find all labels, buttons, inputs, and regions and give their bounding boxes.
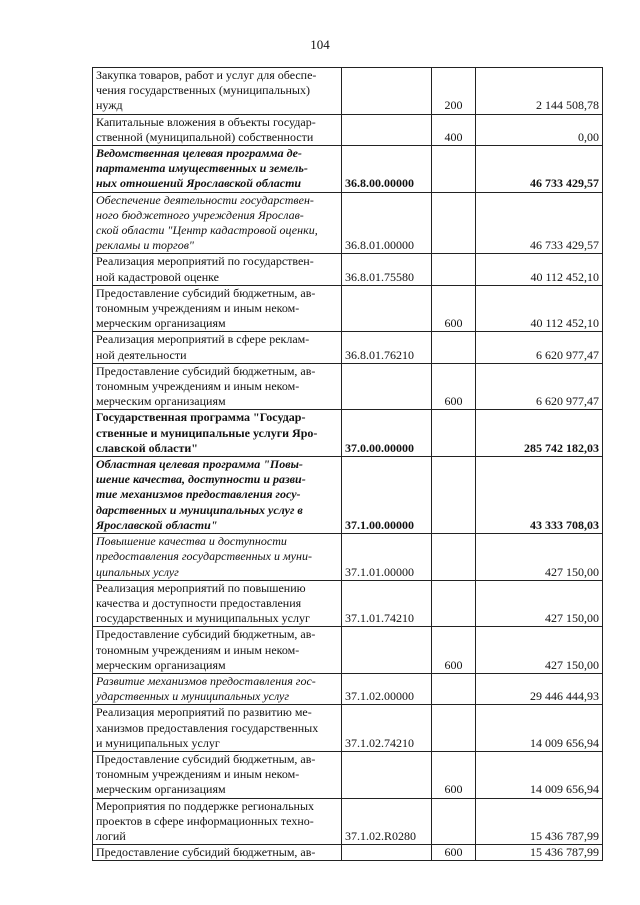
expense-type-code: 200 [432, 68, 476, 115]
program-code: 36.8.01.00000 [342, 192, 432, 254]
row-description [93, 673, 342, 704]
expense-type-code [432, 192, 476, 254]
amount: 285 742 182,03 [476, 410, 603, 457]
program-code: 36.8.01.76210 [342, 332, 432, 363]
expense-type-code [432, 332, 476, 363]
amount: 2 144 508,78 [476, 68, 603, 115]
program-code: 37.1.01.74210 [342, 580, 432, 627]
amount: 6 620 977,47 [476, 332, 603, 363]
amount: 6 620 977,47 [476, 363, 603, 410]
description-line: Обеспечение деятельности государствен- [96, 192, 314, 207]
row-description [93, 534, 342, 581]
row-description [93, 114, 342, 145]
description-line: Областная целевая программа "Повы- [96, 457, 303, 472]
amount: 0,00 [476, 114, 603, 145]
description-line: Повышение качества и доступности [96, 534, 287, 549]
description-line: мерческим организациям [96, 657, 226, 672]
description-line: тономным учреждениям и иным неком- [96, 767, 300, 782]
description-line: Мероприятия по поддержке региональных [96, 798, 315, 813]
row-description [93, 285, 342, 332]
description-line: Закупка товаров, работ и услуг для обеспе- [96, 68, 317, 82]
table-row [93, 798, 603, 845]
program-code [342, 285, 432, 332]
table-row [93, 410, 603, 457]
row-description [93, 751, 342, 798]
table-row [93, 363, 603, 410]
expense-type-code [432, 254, 476, 285]
expense-type-code [432, 705, 476, 752]
table-row [93, 146, 603, 193]
expense-type-code [432, 146, 476, 193]
description-line: ной деятельности [96, 347, 187, 362]
amount: 46 733 429,57 [476, 192, 603, 254]
description-line: ханизмов предоставления государственных [96, 720, 319, 735]
expense-type-code [432, 534, 476, 581]
table-row [93, 705, 603, 752]
program-code: 37.1.00.00000 [342, 457, 432, 534]
row-description [93, 798, 342, 845]
amount: 427 150,00 [476, 534, 603, 581]
amount: 14 009 656,94 [476, 705, 603, 752]
budget-table [92, 67, 603, 861]
program-code [342, 114, 432, 145]
table-row [93, 332, 603, 363]
description-line: Предоставление субсидий бюджетным, ав- [96, 751, 316, 766]
program-code [342, 68, 432, 115]
row-description [93, 627, 342, 674]
description-line: проектов в сфере информационных техно- [96, 813, 314, 828]
description-line: рекламы и торгов" [96, 238, 194, 253]
table-row [93, 285, 603, 332]
table-row [93, 751, 603, 798]
description-line: Реализация мероприятий по государствен- [96, 254, 314, 269]
expense-type-code [432, 580, 476, 627]
expense-type-code [432, 673, 476, 704]
description-line: тономным учреждениям и иным неком- [96, 642, 300, 657]
table-row [93, 534, 603, 581]
expense-type-code: 600 [432, 751, 476, 798]
row-description [93, 254, 342, 285]
description-line: ственные и муниципальные услуги Яро- [96, 425, 318, 440]
expense-type-code: 600 [432, 845, 476, 861]
description-line: дарственных и муниципальных услуг в [96, 502, 303, 517]
description-line: Развитие механизмов предоставления гос- [96, 673, 316, 688]
budget-table-body [93, 68, 603, 861]
description-line: чения государственных (муниципальных) [96, 83, 310, 98]
expense-type-code: 600 [432, 627, 476, 674]
row-description [93, 332, 342, 363]
table-row [93, 68, 603, 115]
table-row [93, 192, 603, 254]
table-row [93, 673, 603, 704]
description-line: Предоставление субсидий бюджетным, ав- [96, 845, 316, 860]
description-line: и муниципальных услуг [96, 735, 220, 750]
description-line: Реализация мероприятий по развитию ме- [96, 705, 312, 720]
expense-type-code: 600 [432, 363, 476, 410]
program-code [342, 363, 432, 410]
description-line: нужд [96, 98, 123, 113]
program-code [342, 627, 432, 674]
description-line: партамента имущественных и земель- [96, 161, 308, 176]
page-number: 104 [310, 37, 330, 52]
description-line: Реализация мероприятий по повышению [96, 580, 306, 595]
table-row [93, 580, 603, 627]
row-description [93, 580, 342, 627]
row-description [93, 410, 342, 457]
description-line: тономным учреждениям и иным неком- [96, 301, 300, 316]
description-line: мерческим организациям [96, 316, 226, 331]
program-code [342, 845, 432, 861]
description-line: Реализация мероприятий в сфере реклам- [96, 332, 310, 347]
description-line: Предоставление субсидий бюджетным, ав- [96, 627, 316, 642]
program-code: 37.1.02.74210 [342, 705, 432, 752]
expense-type-code [432, 798, 476, 845]
description-line: качества и доступности предоставления [96, 595, 302, 610]
table-row [93, 627, 603, 674]
program-code: 36.8.00.00000 [342, 146, 432, 193]
amount: 15 436 787,99 [476, 798, 603, 845]
amount: 43 333 708,03 [476, 457, 603, 534]
description-line: тие механизмов предоставления госу- [96, 487, 301, 502]
description-line: ципальных услуг [96, 564, 179, 579]
description-line: логий [96, 828, 126, 843]
amount: 40 112 452,10 [476, 254, 603, 285]
amount: 15 436 787,99 [476, 845, 603, 861]
table-row [93, 457, 603, 534]
expense-type-code [432, 410, 476, 457]
row-description [93, 705, 342, 752]
description-line: ного бюджетного учреждения Ярослав- [96, 207, 304, 222]
amount: 427 150,00 [476, 580, 603, 627]
amount: 427 150,00 [476, 627, 603, 674]
program-code: 36.8.01.75580 [342, 254, 432, 285]
description-line: ударственных и муниципальных услуг [96, 689, 290, 704]
description-line: Предоставление субсидий бюджетным, ав- [96, 363, 316, 378]
table-row [93, 114, 603, 145]
description-line: ской области "Центр кадастровой оценки, [96, 223, 318, 238]
description-line: славской области" [96, 440, 198, 455]
program-code: 37.1.02.00000 [342, 673, 432, 704]
row-description [93, 192, 342, 254]
description-line: Ведомственная целевая программа де- [96, 146, 302, 161]
row-description [93, 68, 342, 115]
description-line: мерческим организациям [96, 782, 226, 797]
program-code: 37.0.00.00000 [342, 410, 432, 457]
row-description [93, 363, 342, 410]
amount: 29 446 444,93 [476, 673, 603, 704]
description-line: шение качества, доступности и разви- [96, 472, 306, 487]
row-description [93, 146, 342, 193]
amount: 14 009 656,94 [476, 751, 603, 798]
row-description [93, 845, 342, 861]
description-line: предоставления государственных и муни- [96, 549, 312, 564]
program-code [342, 751, 432, 798]
description-line: тономным учреждениям и иным неком- [96, 379, 300, 394]
table-row [93, 845, 603, 861]
program-code: 37.1.02.R0280 [342, 798, 432, 845]
expense-type-code [432, 457, 476, 534]
description-line: ной кадастровой оценке [96, 269, 219, 284]
description-line: ных отношений Ярославской области [96, 176, 302, 191]
expense-type-code: 600 [432, 285, 476, 332]
amount: 40 112 452,10 [476, 285, 603, 332]
description-line: Предоставление субсидий бюджетным, ав- [96, 285, 316, 300]
row-description [93, 457, 342, 534]
program-code: 37.1.01.00000 [342, 534, 432, 581]
expense-type-code: 400 [432, 114, 476, 145]
description-line: Ярославской области" [96, 517, 218, 532]
amount: 46 733 429,57 [476, 146, 603, 193]
description-line: ственной (муниципальной) собственности [96, 129, 314, 144]
table-row [93, 254, 603, 285]
description-line: государственных и муниципальных услуг [96, 611, 310, 626]
description-line: Государственная программа "Государ- [96, 410, 306, 425]
description-line: мерческим организациям [96, 394, 226, 409]
description-line: Капитальные вложения в объекты государ- [96, 114, 316, 129]
